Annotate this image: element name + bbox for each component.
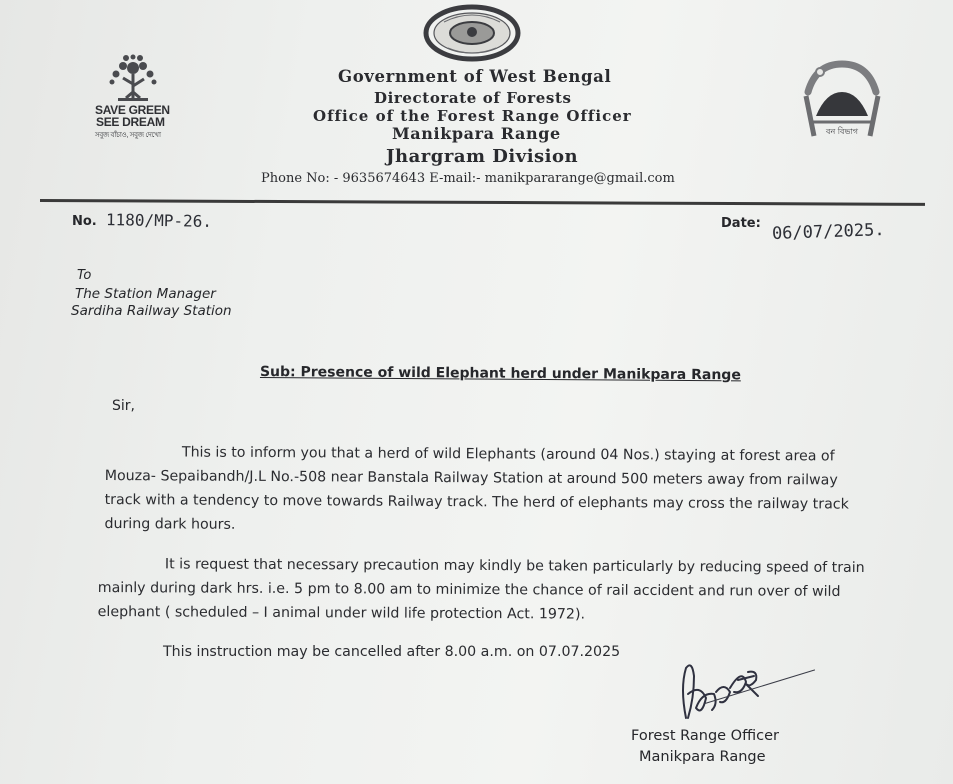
paragraph-1-line-1: This is to inform you that a herd of wild Elephants (around 04 Nos.) staying at forest area of xyxy=(181,444,835,465)
recipient-line1: The Station Manager xyxy=(75,286,216,302)
handwritten-signature xyxy=(672,658,772,728)
letterhead-government: Government of West Bengal xyxy=(338,67,612,86)
paragraph-3: This instruction may be cancelled after 8.00 a.m. on 07.07.2025 xyxy=(163,644,621,660)
right-logo-text: বন বিভাগ xyxy=(826,127,859,136)
signatory-office: Manikpara Range xyxy=(639,749,766,765)
letterhead-contact: Phone No: - 9635674643 E-mail:- manikpararange@gmail.com xyxy=(261,171,675,186)
paragraph-1 xyxy=(104,440,849,541)
left-logo-subtext: সবুজ বাঁচাও, সবুজ দেখো xyxy=(95,132,161,139)
left-logo-text xyxy=(95,104,170,142)
paragraph-2-line-2: mainly during dark hrs. i.e. 5 pm to 8.00 am to minimize the chance of rail accident and run over of wild xyxy=(97,579,841,600)
letterhead-directorate: Directorate of Forests xyxy=(374,89,572,107)
date-value: 06/07/2025. xyxy=(771,220,885,244)
ref-no-label: No. xyxy=(72,214,97,229)
paragraph-1-line-4: during dark hours. xyxy=(104,515,236,533)
state-emblem-icon xyxy=(422,4,522,62)
ref-no-value: 1180/MP-26. xyxy=(105,210,213,231)
recipient-line2: Sardiha Railway Station xyxy=(71,303,232,319)
paragraph-2-line-1: It is request that necessary precaution may kindly be taken particularly by reducing speed of train xyxy=(164,556,865,577)
paragraph-2 xyxy=(98,552,865,628)
paragraph-1-line-2: Mouza- Sepaibandh/J.L No.-508 near Banstala Railway Station at around 500 meters away from railway xyxy=(104,467,838,489)
letterhead-office: Office of the Forest Range Officer xyxy=(313,107,632,125)
left-logo-line2: SEE DREAM xyxy=(96,115,165,129)
letterhead-range: Manikpara Range xyxy=(392,124,561,143)
letterhead-divider xyxy=(40,199,925,206)
date-label: Date: xyxy=(721,216,761,231)
paragraph-2-line-3: elephant ( scheduled – I animal under wild life protection Act. 1972). xyxy=(97,603,586,623)
signatory-title: Forest Range Officer xyxy=(631,728,779,744)
subject-line: Sub: Presence of wild Elephant herd under Manikpara Range xyxy=(259,364,741,384)
paragraph-1-line-3: track with a tendency to move towards Railway track. The herd of elephants may cross the railway track xyxy=(104,491,849,513)
recipient-to: To xyxy=(77,268,92,283)
left-logo-line1: SAVE GREEN xyxy=(95,103,170,117)
tree-logo-icon xyxy=(104,54,162,104)
salutation: Sir, xyxy=(112,398,135,414)
letterhead-division: Jhargram Division xyxy=(386,146,579,167)
